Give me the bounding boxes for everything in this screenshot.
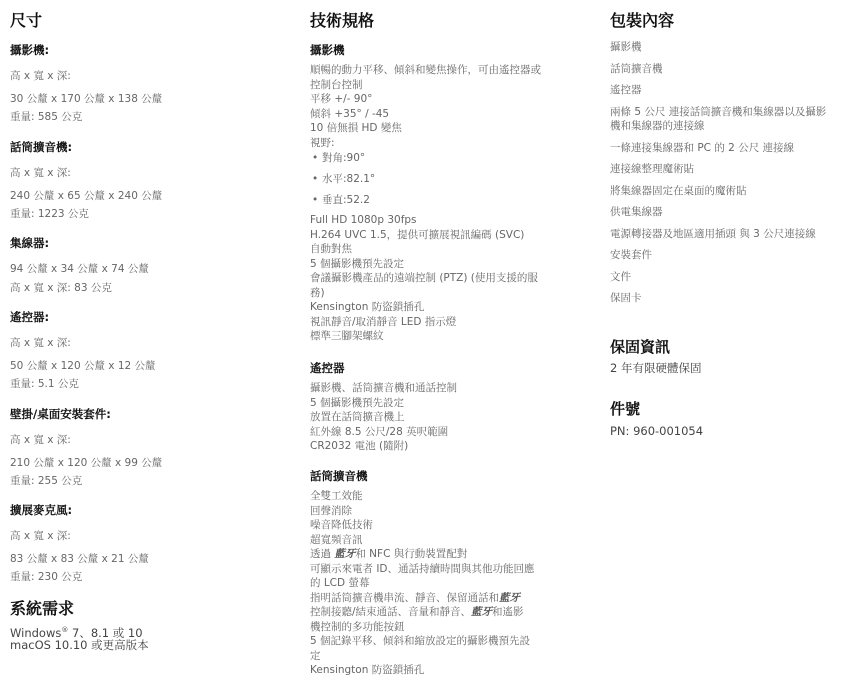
dim-label: 高 x 寬 x 深: — [10, 434, 71, 446]
spec-line: Kensington 防盜鎖插孔 — [310, 664, 425, 676]
weight-value: 重量: 5.1 公克 — [10, 378, 79, 390]
spec-line: 5 個記錄平移、傾斜和縮放設定的攝影機預先設 — [310, 635, 531, 647]
spec-line: 會議攝影機產品的遠端控制 (PTZ) (使用支援的服 — [310, 272, 538, 284]
package-item: 將集線器固定在桌面的魔術貼 — [610, 184, 747, 197]
dim-label: 高 x 寬 x 深: 83 公克 — [10, 281, 112, 294]
dim-group-mount-kit — [10, 406, 162, 489]
fov-horizontal: • 水平:82.1° — [310, 172, 595, 186]
remote-spec-list — [310, 381, 457, 454]
dim-group-camera — [10, 42, 162, 125]
dim-label: 高 x 寬 x 深: — [10, 337, 71, 349]
speakerphone-spec-heading: 話筒擴音機 — [310, 469, 368, 483]
spec-line: 5 個攝影機預先設定 — [310, 396, 405, 409]
fov-diagonal: • 對角:90° — [310, 151, 595, 165]
spec-line-indicators: 指明話筒擴音機串流、靜音、保留通話和藍牙 — [310, 591, 520, 604]
spec-line: 平移 +/- 90° — [310, 93, 373, 105]
package-item: 連接線整理魔術貼 — [610, 163, 694, 175]
dim-label: 高 x 寬 x 深: — [10, 167, 71, 179]
dim-group-title: 話筒擴音機: — [10, 140, 73, 154]
package-item: 攝影機 — [610, 41, 642, 53]
spec-line: 視野: — [310, 136, 335, 149]
spec-line: 紅外線 8.5 公尺/28 英呎範圍 — [310, 425, 449, 438]
weight-value: 重量: 230 公克 — [10, 571, 83, 583]
spec-line: 攝影機、話筒擴音機和通話控制 — [310, 382, 457, 394]
dim-value: 83 公釐 x 83 公釐 x 21 公釐 — [10, 552, 149, 565]
spec-line: 噪音降低技術 — [310, 519, 373, 531]
speakerphone-spec-list — [310, 489, 595, 678]
spec-line: 回聲消除 — [310, 504, 352, 517]
dim-value: 210 公釐 x 120 公釐 x 99 公釐 — [10, 456, 163, 469]
dim-group-hub — [10, 235, 149, 295]
dim-value: 94 公釐 x 34 公釐 x 74 公釐 — [10, 263, 149, 275]
spec-line-bluetooth-pairing: 透過 藍牙和 NFC 與行動裝置配對 — [310, 548, 468, 560]
spec-line: H.264 UVC 1.5，提供可擴展視訊編碼 (SVC) — [310, 228, 525, 241]
spec-line: 順暢的動力平移、傾斜和變焦操作，可由遙控器或 — [310, 64, 541, 76]
dim-group-title: 擴展麥克風: — [10, 503, 73, 517]
dim-group-speakerphone — [10, 139, 162, 222]
spec-line: 的 LCD 螢幕 — [310, 577, 370, 589]
windows-requirement: Windows® 7、8.1 或 10 — [10, 625, 143, 640]
package-contents-list — [610, 40, 845, 313]
dim-group-expansion-mic — [10, 502, 149, 585]
spec-line: 放置在話筒擴音機上 — [310, 411, 405, 423]
spec-line: 定 — [310, 649, 321, 662]
spec-line: 超寬頻音訊 — [310, 533, 363, 546]
package-item: 遙控器 — [610, 84, 642, 96]
dim-label: 高 x 寬 x 深: — [10, 530, 71, 542]
package-item: 文件 — [610, 270, 631, 283]
camera-spec-heading: 攝影機 — [310, 43, 345, 57]
camera-spec-list — [310, 63, 595, 344]
spec-line: 機控制的多功能按鈕 — [310, 620, 405, 633]
dim-label: 高 x 寬 x 深: — [10, 70, 71, 82]
system-requirements-heading: 系統需求 — [10, 599, 75, 618]
dimensions-heading: 尺寸 — [10, 11, 43, 30]
dim-group-title: 壁掛/桌面安裝套件: — [10, 407, 111, 421]
package-item: 保固卡 — [610, 292, 642, 304]
spec-line: 全雙工效能 — [310, 490, 363, 502]
dim-value: 50 公釐 x 120 公釐 x 12 公釐 — [10, 359, 156, 372]
package-contents-heading: 包裝內容 — [610, 11, 675, 30]
remote-spec-heading: 遙控器 — [310, 361, 345, 375]
spec-line: 自動對焦 — [310, 243, 352, 255]
package-item: 供電集線器 — [610, 206, 663, 218]
spec-line: 控制台控制 — [310, 78, 363, 91]
tech-specs-heading: 技術規格 — [310, 11, 375, 30]
weight-value: 重量: 255 公克 — [10, 475, 83, 487]
spec-line: Full HD 1080p 30fps — [310, 214, 417, 226]
package-item: 電源轉接器及地區適用插頭 與 3 公尺連接線 — [610, 227, 816, 240]
dim-group-remote — [10, 309, 156, 392]
warranty-text: 2 年有限硬體保固 — [610, 361, 702, 375]
spec-line: 5 個攝影機預先設定 — [310, 257, 405, 270]
part-number-text: PN: 960-001054 — [610, 424, 704, 438]
spec-line: 10 倍無損 HD 變焦 — [310, 122, 402, 134]
mac-requirement: macOS 10.10 或更高版本 — [10, 638, 149, 652]
weight-value: 重量: 585 公克 — [10, 111, 83, 123]
spec-line: 可顯示來電者 ID、通話持續時間與其他功能回應 — [310, 562, 535, 575]
package-item: 一條連接集線器和 PC 的 2 公尺 連接線 — [610, 141, 795, 154]
spec-line: 務) — [310, 286, 325, 299]
spec-line-controls: 控制接聽/結束通話、音量和靜音、藍牙和遙影 — [310, 606, 524, 618]
dim-group-title: 攝影機: — [10, 43, 50, 57]
package-item: 兩條 5 公尺 連接話筒擴音機和集線器以及攝影 機和集線器的連接線 — [610, 105, 827, 132]
spec-line: 標準三腳架螺紋 — [310, 330, 384, 342]
fov-vertical: • 垂直:52.2 — [310, 193, 595, 207]
weight-value: 重量: 1223 公克 — [10, 208, 89, 220]
dim-value: 240 公釐 x 65 公釐 x 240 公釐 — [10, 189, 163, 202]
spec-line: Kensington 防盜鎖插孔 — [310, 301, 425, 313]
spec-line: 視訊靜音/取消靜音 LED 指示燈 — [310, 315, 457, 328]
part-number-heading: 件號 — [610, 400, 641, 418]
dim-value: 30 公釐 x 170 公釐 x 138 公釐 — [10, 92, 163, 105]
field-of-view-list — [310, 151, 595, 207]
spec-line: 傾斜 +35° / -45 — [310, 107, 390, 120]
dim-group-title: 集線器: — [10, 236, 50, 250]
spec-line: CR2032 電池 (隨附) — [310, 440, 409, 452]
package-item: 安裝套件 — [610, 249, 652, 261]
warranty-heading: 保固資訊 — [610, 338, 671, 356]
dim-group-title: 遙控器: — [10, 310, 50, 324]
package-item: 話筒擴音機 — [610, 62, 663, 75]
